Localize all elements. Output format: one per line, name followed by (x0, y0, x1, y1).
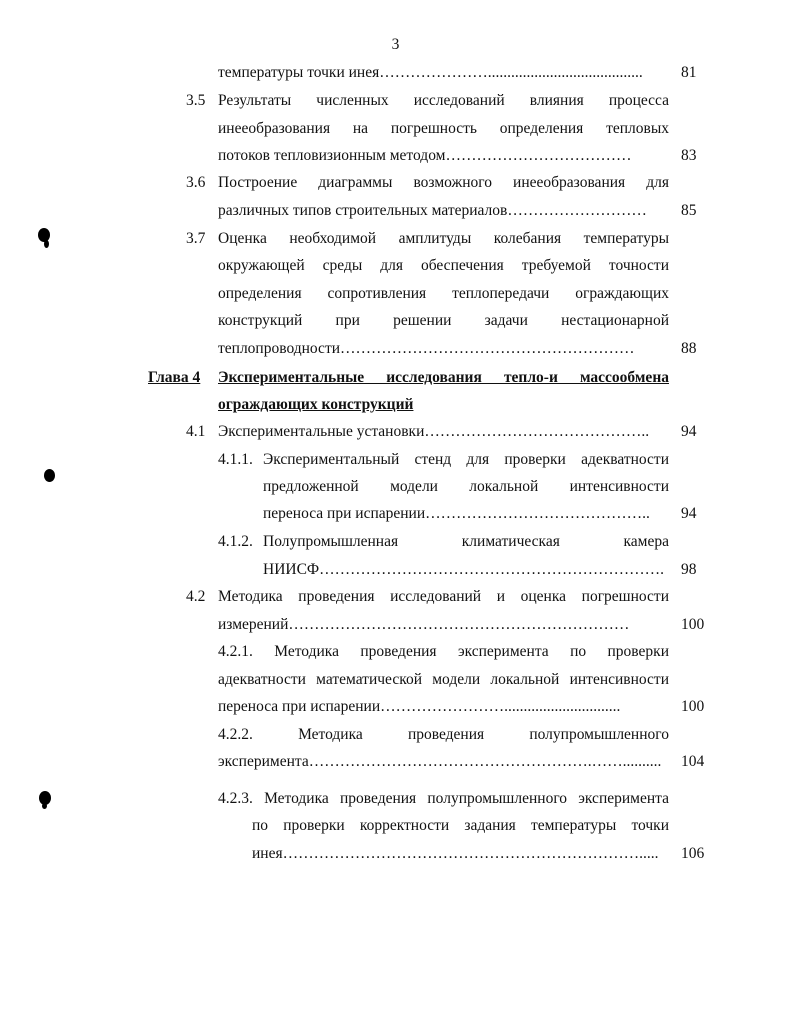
chapter-title: Экспериментальные исследования тепло-и массообмена (218, 369, 669, 386)
toc-number: 4.1 (186, 423, 206, 440)
toc-line: теплопроводности………………………………………………… (218, 340, 635, 357)
toc-line: инея……………………………………………………………..... (252, 845, 659, 862)
toc-line: Методика проведения исследований и оценка погрешности (218, 588, 669, 605)
toc-line: 4.2.2. Методика проведения полупромышленного (218, 726, 669, 743)
scan-mark (42, 803, 47, 809)
toc-line: конструкций при решении задачи нестационарной (218, 312, 669, 329)
scan-mark (44, 469, 55, 482)
toc-number: 3.6 (186, 174, 206, 191)
toc-line: измерений………………………………………………………… (218, 616, 630, 633)
toc-line: температуры точки инея…………………........................................ (218, 64, 643, 81)
toc-page: 106 (681, 845, 705, 862)
toc-page: 94 (681, 505, 697, 522)
toc-line: адекватности математической модели локальной интенсивности (218, 671, 669, 688)
toc-page: 81 (681, 64, 697, 81)
chapter-number: Глава 4 (148, 369, 201, 386)
toc-line: окружающей среды для обеспечения требуемой точности (218, 257, 669, 274)
toc-line: Оценка необходимой амплитуды колебания температуры (218, 230, 669, 247)
toc-line: 4.2.1. Методика проведения эксперимента по проверки (218, 643, 669, 660)
toc-page: 83 (681, 147, 697, 164)
toc-line: Экспериментальные установки…………………………………….. (218, 423, 650, 440)
toc-page: 104 (681, 753, 705, 770)
toc-page: 100 (681, 616, 705, 633)
toc-page: 94 (681, 423, 697, 440)
toc-line: 4.2.3. Методика проведения полупромышленного эксперимента (218, 790, 669, 807)
toc-line: Экспериментальный стенд для проверки адекватности (263, 451, 669, 468)
scan-mark (44, 240, 49, 248)
toc-line: переноса при испарении…………………….............................. (218, 698, 621, 715)
toc-number: 3.5 (186, 92, 206, 109)
toc-number: 4.2 (186, 588, 206, 605)
toc-page: 85 (681, 202, 697, 219)
chapter-title: ограждающих конструкций (218, 396, 414, 413)
toc-line: Построение диаграммы возможного инееобразования для (218, 174, 669, 191)
toc-line: Полупромышленная климатическая камера (263, 533, 669, 550)
toc-line: предложенной модели локальной интенсивности (263, 478, 669, 495)
page-number: 3 (391, 36, 400, 53)
toc-page: 88 (681, 340, 697, 357)
toc-number: 4.1.2. (218, 533, 253, 550)
toc-number: 3.7 (186, 230, 206, 247)
toc-line: переноса при испарении…………………………………….. (263, 505, 650, 522)
toc-line: НИИСФ…………………………………………………………. (263, 561, 665, 578)
toc-line: инееобразования на погрешность определения тепловых (218, 120, 669, 137)
toc-line: потоков тепловизионным методом……………………………… (218, 147, 632, 164)
toc-page: 98 (681, 561, 697, 578)
toc-page: 100 (681, 698, 705, 715)
toc-line: эксперимента……………………………………………….…….......... (218, 753, 662, 770)
toc-line: по проверки корректности задания температуры точки (252, 817, 669, 834)
toc-line: определения сопротивления теплопередачи ограждающих (218, 285, 669, 302)
toc-number: 4.1.1. (218, 451, 253, 468)
toc-line: Результаты численных исследований влияния процесса (218, 92, 669, 109)
toc-line: различных типов строительных материалов……………………… (218, 202, 647, 219)
